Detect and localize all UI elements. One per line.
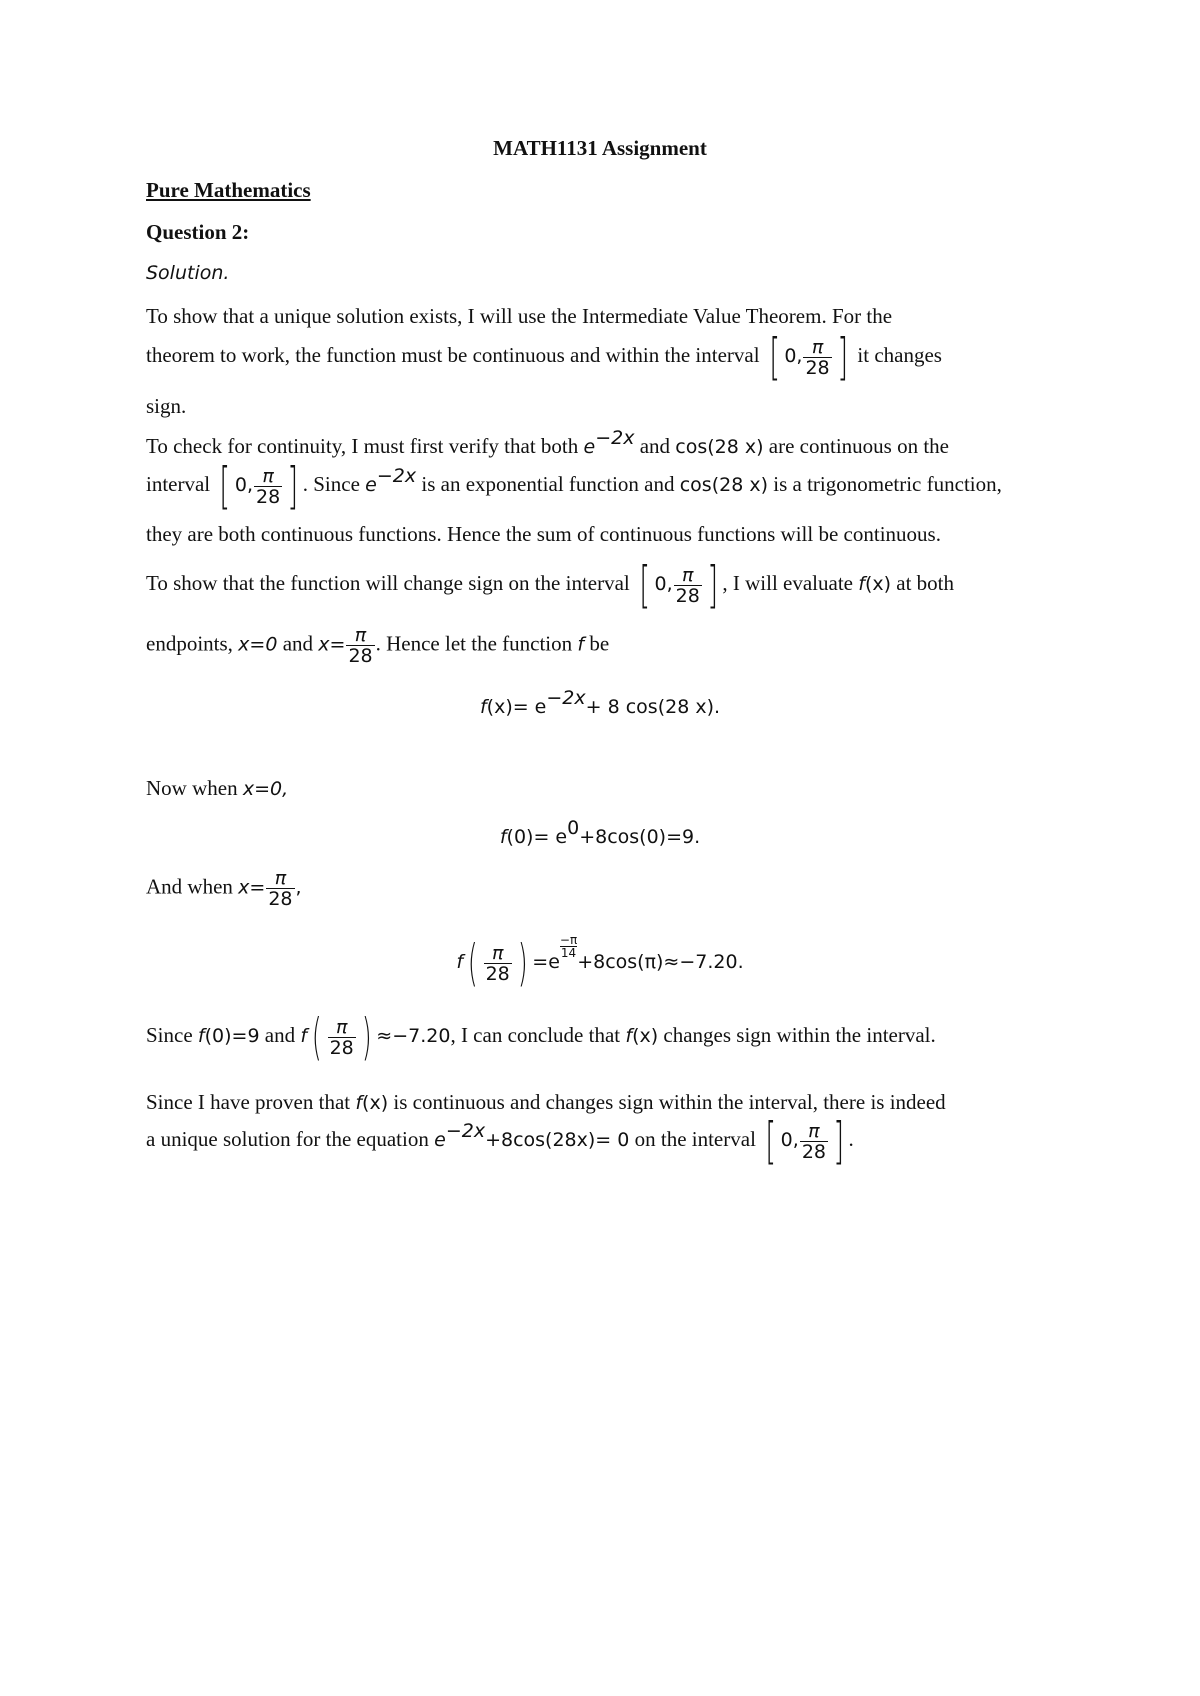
paragraph-1-line-3: sign. <box>146 394 187 418</box>
paragraph-4: Since f(0)=9 and f( $\frac{\pi}{28}$ ) ≈−7.20, I can conclude that f(x) changes sign within the interval. <box>146 1008 936 1066</box>
paragraph-2-line-1: To check for continuity, I must first verify that both $e^{-2x}$ and cos(28 x) are continuous on the <box>146 427 949 458</box>
fraction-pi-28: $\frac{\pi}{28}$ <box>805 335 830 379</box>
paragraph-2-line-3: they are both continuous functions. Hence the sum of continuous functions will be continuous. <box>146 522 941 546</box>
f-of-pi-over-28-equation: f( $\frac{\pi}{28}$ ) =e $\frac{-\pi}{14}$ +8cos(π)≈−7.20. <box>456 933 744 993</box>
paragraph-1-line-2: theorem to work, the function must be continuous and within the interval [ 0, $\frac{\pi}{28}$ ] it changes <box>146 328 942 386</box>
paragraph-3-line-1: To show that the function will change sign on the interval [ 0, $\frac{\pi}{28}$ ] , I will evaluate f(x) at both <box>146 556 955 614</box>
solution-label: Solution. <box>146 262 230 284</box>
paragraph-5-line-2: a unique solution for the equation $e^{-2x}+8\cos(28x)= 0$ on the interval [ 0, $\frac{\pi}{28}$ ] . <box>146 1112 854 1170</box>
paragraph-2-line-2: interval [ 0, $\frac{\pi}{28}$ ] . Since $e^{-2x}$ is an exponential function and cos(28 x) is a trigonometric function, <box>146 457 1002 515</box>
now-when-line: Now when x=0, <box>146 776 289 800</box>
and-when-line: And when x= $\frac{\pi}{28}$ , <box>146 867 302 910</box>
paragraph-3-line-2: endpoints, x=0 and x= $\frac{\pi}{28}$ . Hence let the function f be <box>146 624 610 667</box>
paragraph-5-line-1: Since I have proven that f(x) is continuous and changes sign within the interval, there is indeed <box>146 1090 946 1114</box>
f-of-zero-equation: $f(0)= e^0+8\cos(0)=9$. <box>499 817 701 848</box>
section-heading: Pure Mathematics <box>146 178 311 202</box>
function-definition: $f(x)= e^{-2x}+ 8$ cos(28 x). <box>479 687 721 718</box>
document-title: MATH1131 Assignment <box>493 136 707 160</box>
paragraph-1-line-1: To show that a unique solution exists, I will use the Intermediate Value Theorem. For the <box>146 304 893 328</box>
question-heading: Question 2: <box>146 220 250 244</box>
